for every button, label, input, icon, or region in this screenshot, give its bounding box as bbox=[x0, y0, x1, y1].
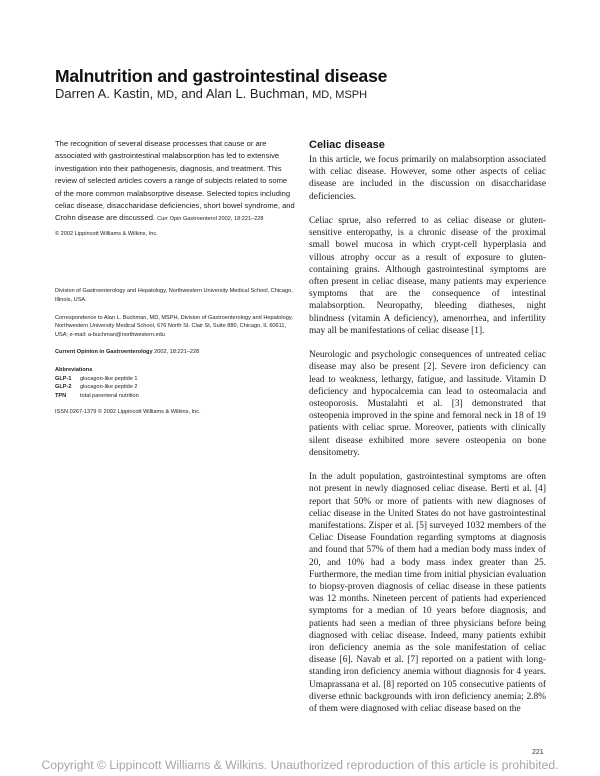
author-degree: MD, MSPH bbox=[312, 89, 368, 101]
abbreviation-meaning: total parenteral nutrition bbox=[80, 392, 139, 399]
body-paragraph: In the adult population, gastrointestinal symptoms are often not present in newly diagnosed celiac disease. Berti et al. [4] report that 50% or more of patients with new diagnoses of celiac disease in the United States do not have gastrointestinal manifestations. Zisper et al. [5] surveyed 1032 members of the Celiac Disease Foundation regarding symptoms at diagnosis and found that 57% of them had a median body mass index of 20, and 10% had a body mass index greater than 25. Furthermore, the median time from initial physician evaluation to biopsy-proven diagnosis of celiac disease in these patients was 12 months. Nineteen percent of patients had experienced symptoms for a median of 10 years before diagnosis, and patients had seen a median of three physicians before being diagnosed with celiac disease. Indeed, many patients exhibit iron deficiency anemia as the sole manifestation of celiac disease [6]. Navab et al. [7] reported on a patient with long-standing iron deficiency anemia without diagnosis for 4 years. Umaprassana et al. [8] reported on 105 consecutive patients of diverse ethnic backgrounds with iron deficiency anemia; 2.8% of them were diagnosed with celiac disease based on the bbox=[309, 472, 546, 715]
issn-line: ISSN 0267-1379 © 2002 Lippincott Williams & Wilkins, Inc. bbox=[55, 409, 201, 416]
abbreviations-title: Abbreviations bbox=[55, 367, 93, 373]
correspondence: Correspondence to Alan L. Buchman, MD, MSPH, Division of Gastroenterology and Hepatology, Northwestern University Medical School, 676 North St. Clair St, Suite 880, Chicago, IL 60611, USA; e-mail: a-buchman@northwestern.edu bbox=[55, 314, 293, 338]
section-heading: Celiac disease bbox=[309, 139, 385, 151]
abstract bbox=[55, 138, 295, 226]
abstract-text: The recognition of several disease processes that cause or are associated with gastrointestinal malabsorption has led to extensive investigation into their pathogenesis, diagnosis, and treatment. This review of selected articles covers a range of subjects related to some of the more common malabsorptive disease. Selected topics including celiac disease, disaccharidase deficiencies, short bowel syndrome, and Crohn disease are discussed. bbox=[55, 139, 295, 223]
journal-volume: 2002, 18:221–228 bbox=[154, 349, 200, 356]
journal-name: Current Opinion in Gastroenterology bbox=[55, 349, 153, 356]
author-name: Darren A. Kastin bbox=[55, 86, 150, 101]
abbreviation-row bbox=[55, 375, 295, 384]
author-name: Alan L. Buchman bbox=[205, 86, 305, 101]
copyright-notice: © 2002 Lippincott Williams & Wilkins, Inc. bbox=[55, 230, 158, 237]
abbreviation-meaning: glucagon-like peptide 1 bbox=[80, 375, 138, 382]
abbreviation-row bbox=[55, 383, 295, 392]
abbreviation-meaning: glucagon-like peptide 2 bbox=[80, 384, 138, 391]
abbreviation: GLP-2 bbox=[55, 384, 72, 391]
page-number: 221 bbox=[532, 749, 544, 756]
abbreviation: GLP-1 bbox=[55, 375, 72, 382]
affiliation: Division of Gastroenterology and Hepatology, Northwestern University Medical School, Chicago, Illinois, USA. bbox=[55, 288, 293, 304]
left-column bbox=[55, 138, 295, 417]
journal-reference bbox=[55, 348, 295, 357]
article-title: Malnutrition and gastrointestinal disease bbox=[55, 66, 388, 86]
copyright-watermark: Copyright © Lippincott Williams & Wilkins. Unauthorized reproduction of this article is prohibited. bbox=[41, 758, 559, 772]
abbreviation-row bbox=[55, 392, 295, 401]
body-paragraph: Neurologic and psychologic consequences of untreated celiac disease may also be present [2]. Severe iron deficiency can lead to weakness, lethargy, fatigue, and lassitude. Vitamin D deficiency and hypocalcemia can lead to osteomalacia and osteoporosis. Mustalahti et al. [3] demonstrated that osteopenia improved in the spine and femoral neck in 18 of 19 patients with celiac sprue. Moreover, patients with clinically silent disease exhibited more severe osteopenia on bone densitometry. bbox=[309, 350, 546, 458]
right-column bbox=[309, 138, 546, 715]
author-line: Darren A. Kastin, MD, and Alan L. Buchman, MD, MSPH bbox=[55, 86, 368, 101]
body-paragraph: Celiac sprue, also referred to as celiac disease or gluten-sensitive enteropathy, is a chronic disease of the proximal small bowel mucosa in which crypt-cell hyperplasia and villous atrophy occur as a result of exposure to gluten-containing grains. Although gastrointestinal symptoms are often present in celiac disease, many patients may experience symptoms that are the consequence of intestinal malabsorption. Neuropathy, bleeding diatheses, night blindness (vitamin A deficiency), amenorrhea, and infertility may all be manifestations of celiac disease [1]. bbox=[309, 216, 546, 336]
abstract-citation: Curr Opin Gastroenterol 2002, 18:221–228 bbox=[157, 216, 264, 223]
abbreviation: TPN bbox=[55, 392, 67, 399]
author-degree: MD bbox=[156, 89, 174, 101]
body-paragraph: In this article, we focus primarily on malabsorption associated with celiac disease. However, some other aspects of celiac disease are included in the discussion on disaccharidase deficiencies. bbox=[309, 155, 546, 202]
